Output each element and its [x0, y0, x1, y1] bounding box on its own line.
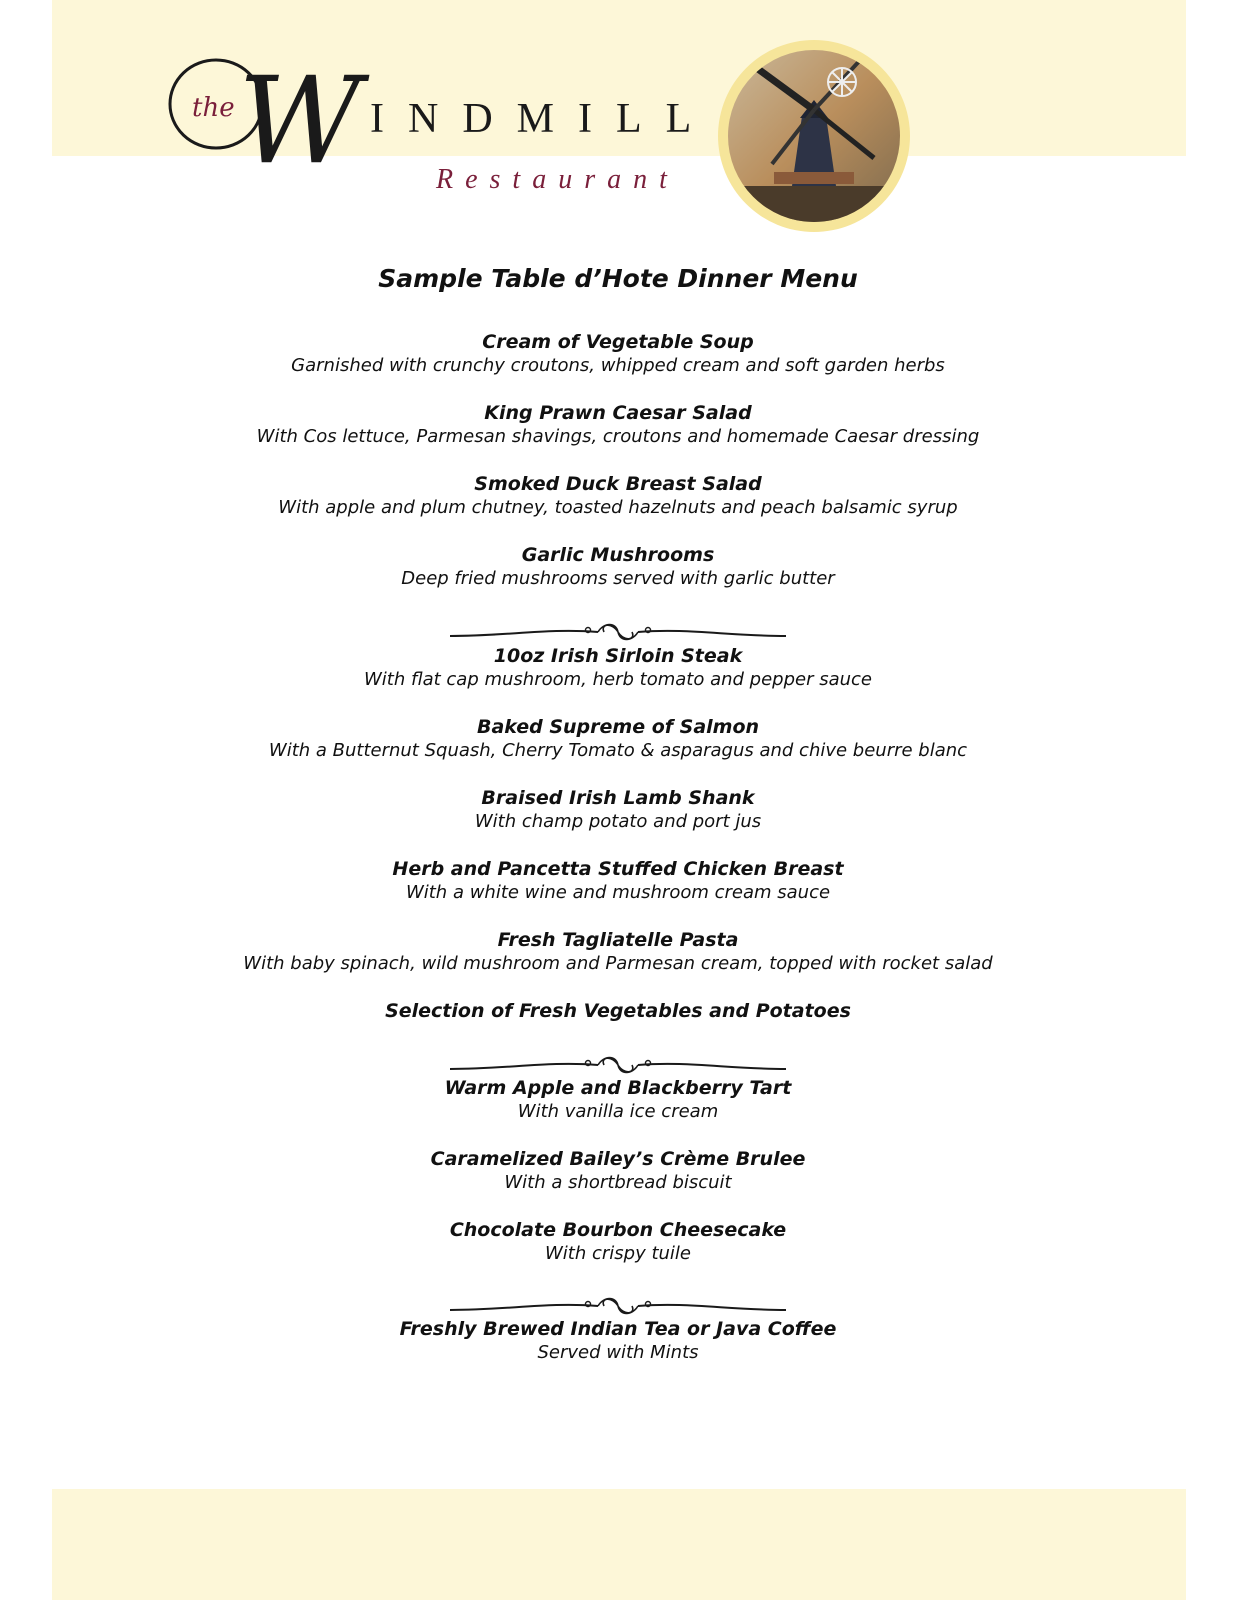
menu-item: [0, 543, 1236, 591]
logo-the: the: [192, 93, 235, 123]
dish-name: King Prawn Caesar Salad: [484, 402, 752, 424]
menu-item: [0, 1218, 1236, 1266]
dish-name: Braised Irish Lamb Shank: [481, 787, 755, 809]
dish-name: Baked Supreme of Salmon: [476, 716, 760, 738]
dish-description: With a white wine and mushroom cream sauce: [405, 882, 831, 903]
dish-description: Garnished with crunchy croutons, whipped cream and soft garden herbs: [291, 355, 945, 376]
dish-name: Smoked Duck Breast Salad: [474, 473, 762, 495]
dish-name: Freshly Brewed Indian Tea or Java Coffee: [399, 1318, 837, 1340]
menu-item: [0, 999, 1236, 1023]
dish-name: Selection of Fresh Vegetables and Potatoes: [385, 1000, 851, 1022]
dish-name: Fresh Tagliatelle Pasta: [497, 929, 739, 951]
logo-initial: W: [238, 52, 362, 191]
dish-description: With apple and plum chutney, toasted hazelnuts and peach balsamic syrup: [278, 497, 958, 518]
menu-item: [0, 928, 1236, 976]
dish-description: With champ potato and port jus: [474, 811, 762, 832]
menu-item: [0, 1076, 1236, 1124]
menu-title: Sample Table d’Hote Dinner Menu: [378, 264, 858, 293]
dish-description: With a shortbread biscuit: [504, 1172, 732, 1193]
dish-description: With flat cap mushroom, herb tomato and pepper sauce: [363, 669, 872, 690]
dish-description: Deep fried mushrooms served with garlic butter: [401, 568, 835, 589]
dish-name: Warm Apple and Blackberry Tart: [444, 1077, 792, 1099]
menu-item: [0, 330, 1236, 378]
dish-name: Garlic Mushrooms: [521, 544, 715, 566]
menu-item: [0, 1317, 1236, 1365]
dish-description: With vanilla ice cream: [517, 1101, 719, 1122]
menu-item: [0, 472, 1236, 520]
dish-name: Cream of Vegetable Soup: [482, 331, 754, 353]
menu-item: [0, 715, 1236, 763]
menu-item: [0, 1147, 1236, 1195]
menu-item: [0, 786, 1236, 834]
menu-item: [0, 401, 1236, 449]
dish-description: Served with Mints: [537, 1342, 699, 1363]
dish-description: With a Butternut Squash, Cherry Tomato & asparagus and chive beurre blanc: [268, 740, 968, 761]
dish-description: With baby spinach, wild mushroom and Parmesan cream, topped with rocket salad: [243, 953, 993, 974]
menu-item: [0, 857, 1236, 905]
logo-subtitle: Restaurant: [436, 164, 679, 195]
ornament-divider: [448, 620, 788, 646]
dish-description: With Cos lettuce, Parmesan shavings, croutons and homemade Caesar dressing: [256, 426, 980, 447]
dish-name: Chocolate Bourbon Cheesecake: [449, 1219, 787, 1241]
logo-name: INDMILL: [370, 96, 716, 142]
dish-name: Caramelized Bailey’s Crème Brulee: [430, 1148, 806, 1170]
dish-name: Herb and Pancetta Stuffed Chicken Breast: [392, 858, 844, 880]
dish-name: 10oz Irish Sirloin Steak: [493, 645, 743, 667]
dish-description: With crispy tuile: [544, 1243, 691, 1264]
menu-item: [0, 644, 1236, 692]
